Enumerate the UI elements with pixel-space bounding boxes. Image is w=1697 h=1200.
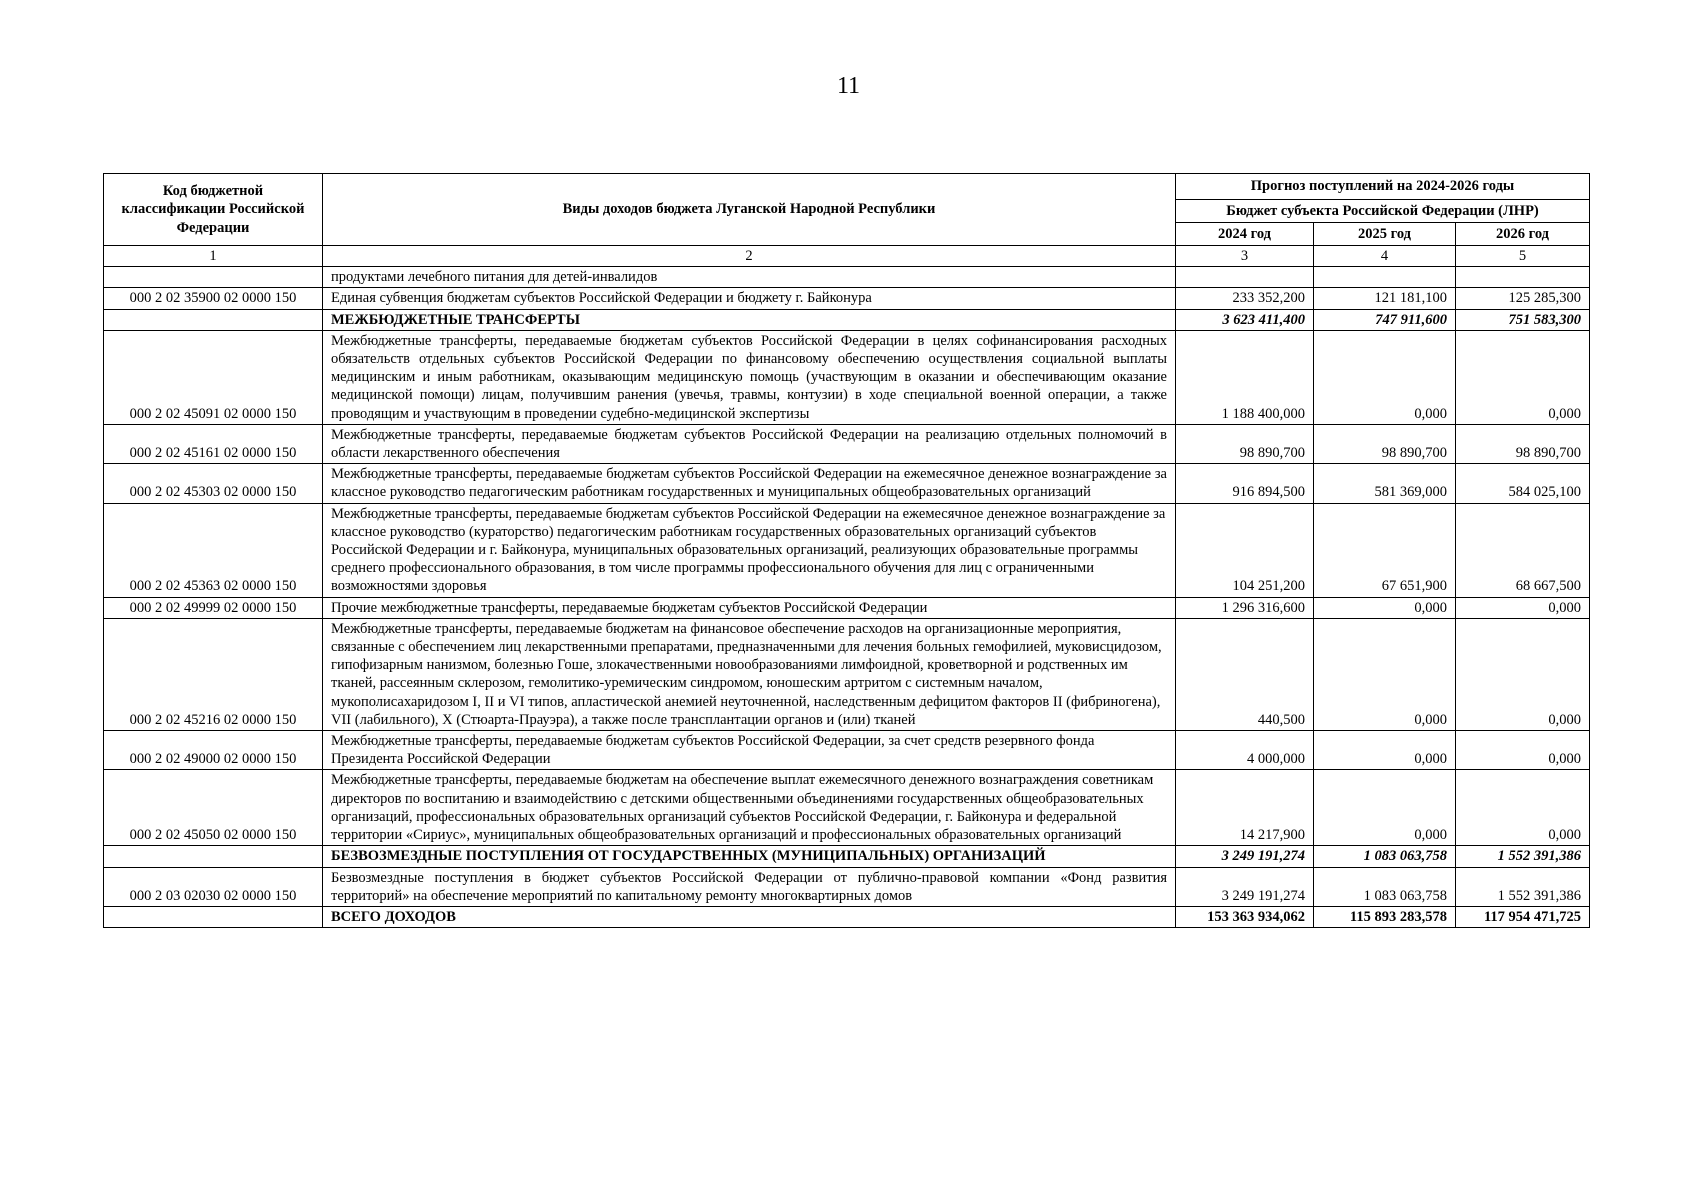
row-value-2026: 68 667,500 [1456,503,1590,597]
row-code: 000 2 02 49000 02 0000 150 [104,731,323,770]
header-year-2024: 2024 год [1176,223,1314,246]
total-value-2025: 115 893 283,578 [1314,906,1456,927]
table-row [104,618,1590,730]
col-number: 1 [104,246,323,267]
row-value-2024: 1 296 316,600 [1176,597,1314,618]
row-value-2026: 0,000 [1456,618,1590,730]
row-code [104,309,323,330]
row-value-2026: 584 025,100 [1456,464,1590,503]
row-value-2025: 0,000 [1314,597,1456,618]
row-name: Прочие межбюджетные трансферты, передаваемые бюджетам субъектов Российской Федерации [323,597,1176,618]
row-value-2024: 104 251,200 [1176,503,1314,597]
row-code: 000 2 03 02030 02 0000 150 [104,867,323,906]
total-row [104,906,1590,927]
row-value-2024: 3 623 411,400 [1176,309,1314,330]
table-row [104,464,1590,503]
row-code: 000 2 02 45216 02 0000 150 [104,618,323,730]
row-name: продуктами лечебного питания для детей-инвалидов [323,267,1176,288]
row-code: 000 2 02 35900 02 0000 150 [104,288,323,309]
row-code: 000 2 02 45161 02 0000 150 [104,424,323,463]
header-code: Код бюджетной классификации Российской Федерации [104,174,323,246]
row-value-2026: 0,000 [1456,597,1590,618]
row-value-2026: 0,000 [1456,770,1590,846]
table-row [104,424,1590,463]
header-year-2026: 2026 год [1456,223,1590,246]
row-value-2025: 67 651,900 [1314,503,1456,597]
row-code: 000 2 02 45050 02 0000 150 [104,770,323,846]
row-name: Межбюджетные трансферты, передаваемые бюджетам субъектов Российской Федерации на ежемесячное денежное вознаграждение за классное руководство (кураторство) педагогическим работникам государственных образовательных организаций субъектов Российской Федерации и г. Байконура, муниципальных образовательных организаций, реализующих образовательные программы среднего профессионального образования, в том числе программы профессионального обучения для лиц с ограниченными возможностями здоровья [323,503,1176,597]
row-name: Единая субвенция бюджетам субъектов Российской Федерации и бюджету г. Байконура [323,288,1176,309]
row-code: 000 2 02 49999 02 0000 150 [104,597,323,618]
section-row [104,309,1590,330]
row-value-2026 [1456,267,1590,288]
row-value-2024: 233 352,200 [1176,288,1314,309]
row-name: Межбюджетные трансферты, передаваемые бюджетам субъектов Российской Федерации в целях софинансирования расходных обязательств отдельных субъектов Российской Федерации по финансовому обеспечению осуществления социальной выплаты медицинским и иным работникам, оказывающим медицинскую помощь (участвующим в оказании и обеспечивающим оказание медицинской помощи) лицам, получившим ранения (увечья, травмы, контузии) в ходе специальной военной операции, а также проводящим и участвующим в проведении судебно-медицинской экспертизы [323,330,1176,424]
row-value-2024: 916 894,500 [1176,464,1314,503]
table-row [104,731,1590,770]
row-name: Безвозмездные поступления в бюджет субъектов Российской Федерации от публично-правовой компании «Фонд развития территорий» на обеспечение мероприятий по капитальному ремонту многоквартирных домов [323,867,1176,906]
row-value-2025: 1 083 063,758 [1314,846,1456,867]
table-row [104,330,1590,424]
row-value-2024: 14 217,900 [1176,770,1314,846]
row-code: 000 2 02 45091 02 0000 150 [104,330,323,424]
header-year-2025: 2025 год [1314,223,1456,246]
row-value-2026: 0,000 [1456,731,1590,770]
header-name: Виды доходов бюджета Луганской Народной Республики [323,174,1176,246]
row-code: 000 2 02 45303 02 0000 150 [104,464,323,503]
col-number: 3 [1176,246,1314,267]
row-name: Межбюджетные трансферты, передаваемые бюджетам субъектов Российской Федерации на ежемесячное денежное вознаграждение за классное руководство педагогическим работникам государственных и муниципальных общеобразовательных организаций [323,464,1176,503]
total-title: ВСЕГО ДОХОДОВ [323,906,1176,927]
header-forecast: Прогноз поступлений на 2024-2026 годы [1176,174,1590,200]
row-value-2025 [1314,267,1456,288]
row-name: Межбюджетные трансферты, передаваемые бюджетам на обеспечение выплат ежемесячного денежного вознаграждения советникам директоров по воспитанию и взаимодействию с детскими общественными объединениями государственных общеобразовательных организаций, профессиональных образовательных организаций субъектов Российской Федерации, г. Байконура и федеральной территории «Сириус», муниципальных общеобразовательных организаций и профессиональных образовательных организаций [323,770,1176,846]
row-value-2025: 0,000 [1314,618,1456,730]
row-value-2025: 581 369,000 [1314,464,1456,503]
row-value-2024: 1 188 400,000 [1176,330,1314,424]
row-value-2026: 1 552 391,386 [1456,867,1590,906]
row-value-2026: 1 552 391,386 [1456,846,1590,867]
row-value-2024: 4 000,000 [1176,731,1314,770]
row-name: Межбюджетные трансферты, передаваемые бюджетам субъектов Российской Федерации на реализацию отдельных полномочий в области лекарственного обеспечения [323,424,1176,463]
row-code [104,846,323,867]
section-title: МЕЖБЮДЖЕТНЫЕ ТРАНСФЕРТЫ [323,309,1176,330]
col-number: 4 [1314,246,1456,267]
page-number: 11 [836,73,861,99]
table-row [104,267,1590,288]
row-name: Межбюджетные трансферты, передаваемые бюджетам субъектов Российской Федерации, за счет средств резервного фонда Президента Российской Федерации [323,731,1176,770]
table-row [104,867,1590,906]
row-code [104,906,323,927]
table-row [104,597,1590,618]
row-value-2026: 751 583,300 [1456,309,1590,330]
row-value-2025: 98 890,700 [1314,424,1456,463]
row-value-2025: 121 181,100 [1314,288,1456,309]
row-value-2025: 747 911,600 [1314,309,1456,330]
row-value-2026: 98 890,700 [1456,424,1590,463]
row-value-2025: 0,000 [1314,770,1456,846]
row-value-2026: 125 285,300 [1456,288,1590,309]
row-code [104,267,323,288]
row-value-2024: 3 249 191,274 [1176,867,1314,906]
row-value-2024: 440,500 [1176,618,1314,730]
col-number: 5 [1456,246,1590,267]
section-title: БЕЗВОЗМЕЗДНЫЕ ПОСТУПЛЕНИЯ ОТ ГОСУДАРСТВЕННЫХ (МУНИЦИПАЛЬНЫХ) ОРГАНИЗАЦИЙ [323,846,1176,867]
table-row [104,288,1590,309]
total-value-2024: 153 363 934,062 [1176,906,1314,927]
table-row [104,503,1590,597]
row-value-2026: 0,000 [1456,330,1590,424]
section-row [104,846,1590,867]
table-row [104,770,1590,846]
header-budget: Бюджет субъекта Российской Федерации (ЛНР) [1176,200,1590,223]
row-value-2024: 98 890,700 [1176,424,1314,463]
row-name: Межбюджетные трансферты, передаваемые бюджетам на финансовое обеспечение расходов на организационные мероприятия, связанные с обеспечением лиц лекарственными препаратами, предназначенными для лечения больных гемофилией, муковисцидозом, гипофизарным нанизмом, болезнью Гоше, злокачественными новообразованиями лимфоидной, кроветворной и родственных им тканей, рассеянным склерозом, гемолитико-уремическим синдромом, юношеским артритом с системным началом, мукополисахаридозом I, II и VI типов, апластической анемией неуточненной, наследственным дефицитом факторов II (фибриногена), VII (лабильного), X (Стюарта-Прауэра), а также после трансплантации органов и (или) тканей [323,618,1176,730]
row-code: 000 2 02 45363 02 0000 150 [104,503,323,597]
row-value-2025: 1 083 063,758 [1314,867,1456,906]
row-value-2025: 0,000 [1314,731,1456,770]
col-number: 2 [323,246,1176,267]
total-value-2026: 117 954 471,725 [1456,906,1590,927]
row-value-2024: 3 249 191,274 [1176,846,1314,867]
row-value-2025: 0,000 [1314,330,1456,424]
row-value-2024 [1176,267,1314,288]
revenue-table [103,173,1590,928]
